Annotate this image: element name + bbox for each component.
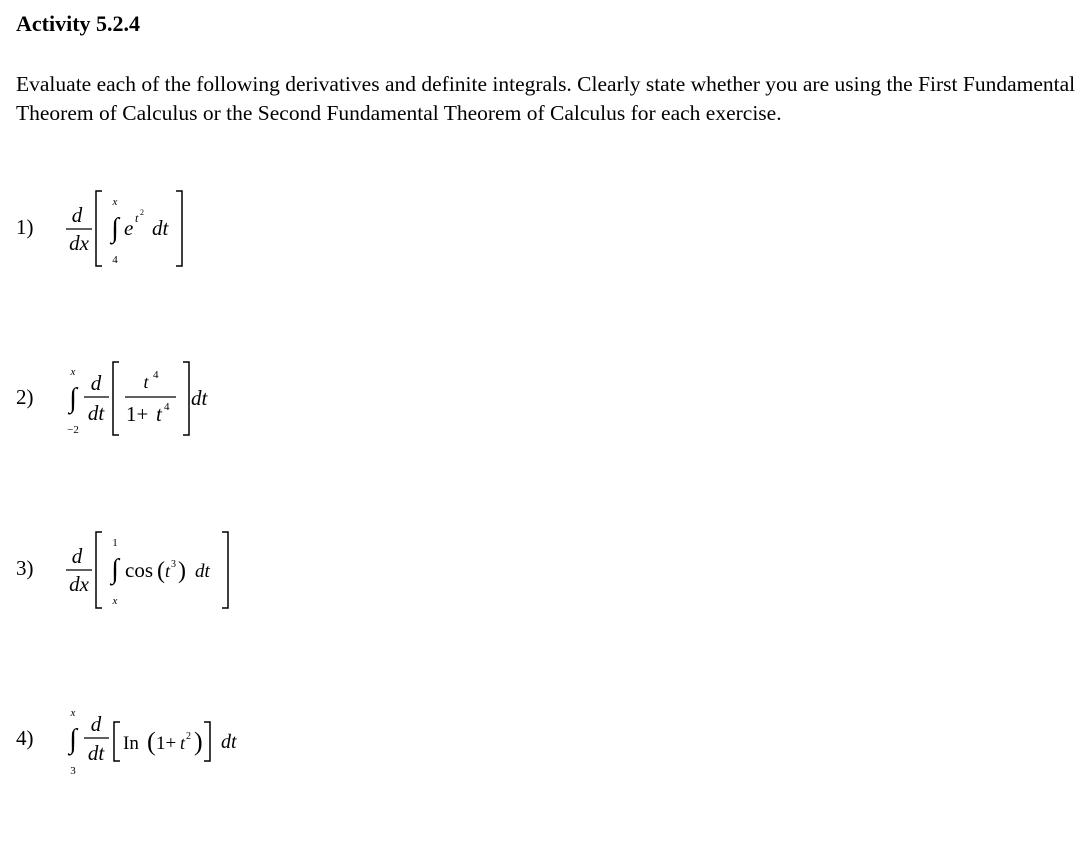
p3-right-paren: ) [178, 558, 186, 584]
p2-right-bracket [183, 362, 189, 435]
problem-2-expression [67, 362, 208, 436]
problem-1-expression [66, 191, 182, 266]
problem-3-label: 3) [16, 556, 34, 580]
problem-4-expression [67, 707, 237, 777]
p4-right-paren: ) [194, 727, 203, 756]
p4-right-bracket [204, 722, 210, 761]
p1-differential: dt [152, 216, 169, 240]
p3-left-paren: ( [157, 558, 165, 584]
p4-argument-power: 2 [186, 731, 191, 742]
p2-denominator-power: 4 [164, 401, 170, 413]
p3-upper-limit: 1 [112, 537, 118, 549]
p3-integral-sign: ∫ [111, 554, 119, 585]
p1-exponent-base: t [135, 211, 139, 225]
problem-4-label: 4) [16, 726, 34, 750]
p3-argument-power: 3 [171, 559, 176, 570]
p2-denominator-constant: 1+ [126, 402, 149, 426]
p4-differential: dt [221, 731, 237, 753]
instructions-paragraph: Evaluate each of the following derivatives and definite integrals. Clearly state whether you are using the First Fundamental Theorem of Calculus or the Second Fundamental Theorem of Calculus for each exercise. [16, 72, 1076, 125]
p1-derivative-denominator: dx [69, 231, 89, 255]
p1-lower-limit: 4 [112, 254, 118, 266]
p1-exponent-power: 2 [140, 208, 144, 217]
p2-left-bracket [113, 362, 119, 435]
p2-differential: dt [191, 386, 208, 410]
p1-integral-sign: ∫ [111, 213, 119, 244]
p4-function-name: In [123, 733, 139, 754]
p2-derivative-numerator: d [90, 371, 102, 395]
p3-lower-limit: x [112, 595, 118, 607]
p4-upper-limit: x [70, 707, 76, 719]
p2-numerator-base: t [143, 372, 149, 392]
problem-3-expression [66, 532, 228, 608]
p2-upper-limit: x [70, 366, 76, 378]
p4-argument-constant: 1+ [156, 733, 177, 754]
p1-upper-limit: x [112, 196, 118, 208]
p4-integral-sign: ∫ [69, 724, 77, 755]
p3-argument-base: t [165, 561, 171, 581]
p3-right-bracket [222, 532, 228, 608]
p3-function-name: cos [125, 558, 153, 582]
p3-differential: dt [195, 561, 210, 582]
p1-derivative-numerator: d [71, 203, 83, 227]
p2-derivative-denominator: dt [87, 401, 105, 425]
p1-integrand-base: e [124, 216, 134, 240]
problem-1-label: 1) [16, 215, 34, 239]
p3-derivative-numerator: d [71, 544, 83, 568]
p2-denominator-base: t [156, 402, 162, 426]
p4-left-bracket [114, 722, 120, 761]
p1-right-bracket [176, 191, 182, 266]
p3-left-bracket [96, 532, 102, 608]
p4-derivative-numerator: d [90, 712, 102, 736]
p1-left-bracket [96, 191, 102, 266]
p4-left-paren: ( [147, 727, 156, 756]
p4-lower-limit: 3 [70, 765, 76, 777]
p2-numerator-power: 4 [153, 369, 159, 381]
p4-derivative-denominator: dt [87, 741, 105, 765]
p2-lower-limit: −2 [67, 424, 79, 436]
p3-derivative-denominator: dx [69, 572, 89, 596]
problem-2-label: 2) [16, 385, 34, 409]
page-title: Activity 5.2.4 [16, 11, 141, 36]
p2-integral-sign: ∫ [69, 383, 77, 414]
p4-argument-base: t [180, 733, 186, 753]
